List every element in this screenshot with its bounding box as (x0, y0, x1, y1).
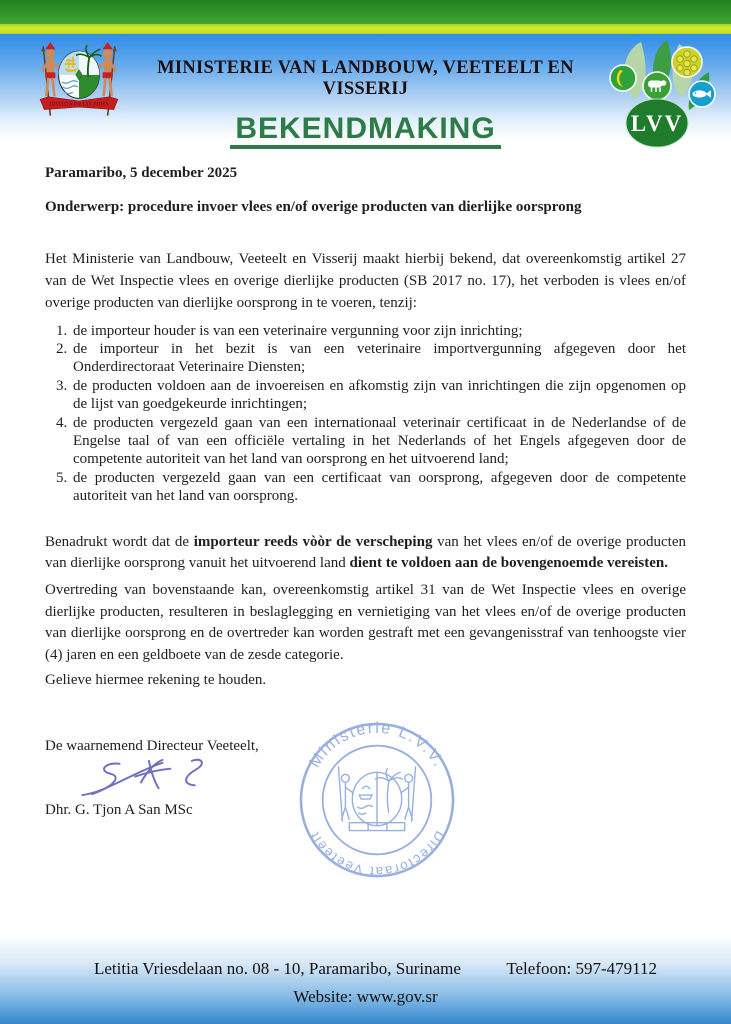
footer-phone: Telefoon: 597-479112 (506, 959, 657, 978)
emphasis-text: Benadrukt wordt dat de (45, 533, 194, 550)
ministry-stamp-icon (297, 720, 457, 880)
condition-item: 1. de importeur houder is van een veterinaire vergunning voor zijn inrichting; (71, 322, 686, 340)
lvv-logo-label: LVV (630, 111, 684, 136)
ministry-title: MINISTERIE VAN LANDBOUW, VEETEELT EN VISSERIJ (157, 58, 574, 99)
header-band-yellow (0, 24, 731, 34)
stamp-bottom-text: Directoraat Veeteelt (306, 828, 448, 880)
condition-item: 3. de producten voldoen aan de invoereisen en afkomstig zijn van inrichtingen die zijn opgenomen op de lijst van goedgekeurde inrichtingen; (71, 377, 686, 414)
condition-item: 4. de producten vergezeld gaan van een internationaal veterinair certificaat in de Nederlandse of de Engelse taal of van een officiële vertaling in het Nederlands of het Engels afgegeven door de competente autoriteit van het land van oorsprong en het uitvoerend land; (71, 414, 686, 469)
emphasis-bold: importeur reeds vòòr de verscheping (193, 533, 433, 550)
emphasis-text: van het vlees en/of de overige producten van dierlijke oorsprong vanuit het uitvoerend land (45, 533, 686, 572)
condition-item: 5. de producten vergezeld gaan van een certificaat van oorsprong, afgegeven door de competente autoriteit van het land van oorsprong. (71, 469, 686, 506)
signatory-name: Dhr. G. Tjon A San MSc (45, 802, 193, 819)
emphasis-paragraph (45, 532, 686, 575)
closing-line: Gelieve hiermee rekening te houden. (45, 671, 267, 688)
condition-item: 2. de importeur in het bezit is van een veterinaire importvergunning afgegeven door het Onderdirectoraat Veterinaire Diensten; (71, 340, 686, 377)
lvv-logo-icon (601, 36, 719, 148)
footer-website: Website: www.gov.sr (293, 987, 438, 1006)
signature-title: De waarnemend Directeur Veeteelt, (45, 737, 259, 754)
conditions-list (45, 322, 686, 506)
footer (0, 920, 731, 1024)
announcement-title: BEKENDMAKING (230, 114, 500, 149)
coat-of-arms-icon (34, 40, 124, 126)
dateline: Paramaribo, 5 december 2025 (45, 165, 238, 181)
subject-line: Onderwerp: procedure invoer vlees en/of overige producten van dierlijke oorsprong (45, 198, 582, 215)
intro-paragraph: Het Ministerie van Landbouw, Veeteelt en Visserij maakt hierbij bekend, dat overeenkomstig artikel 27 van de Wet Inspectie vlees en overige dierlijke producten (SB 2017 no. 17), het verboden is vlees en/of overige producten van dierlijke oorsprong in te voeren, tenzij: (45, 251, 686, 311)
header-banner (0, 34, 731, 150)
emphasis-bold: dient te voldoen aan de bovengenoemde vereisten. (349, 555, 668, 572)
signature-icon (75, 755, 210, 799)
penalty-paragraph: Overtreding van bovenstaande kan, overeenkomstig artikel 31 van de Wet Inspectie vlees en overige dierlijke producten, resulteren in beslaglegging en vernietiging van het vlees en/of de overige producten van dierlijke oorsprong en de overtreder kan worden gestraft met een gevangenisstraf van tenhoogste vier (4) jaren en een geldboete van de zesde categorie. (45, 581, 686, 664)
stamp-top-text: Ministerie L.V.V. (306, 720, 448, 771)
header-band-green (0, 0, 731, 24)
coat-of-arms-motto: JUSTITIA PIETAS FIDES (49, 102, 109, 108)
footer-address: Letitia Vriesdelaan no. 08 - 10, Paramaribo, Suriname (94, 959, 461, 978)
